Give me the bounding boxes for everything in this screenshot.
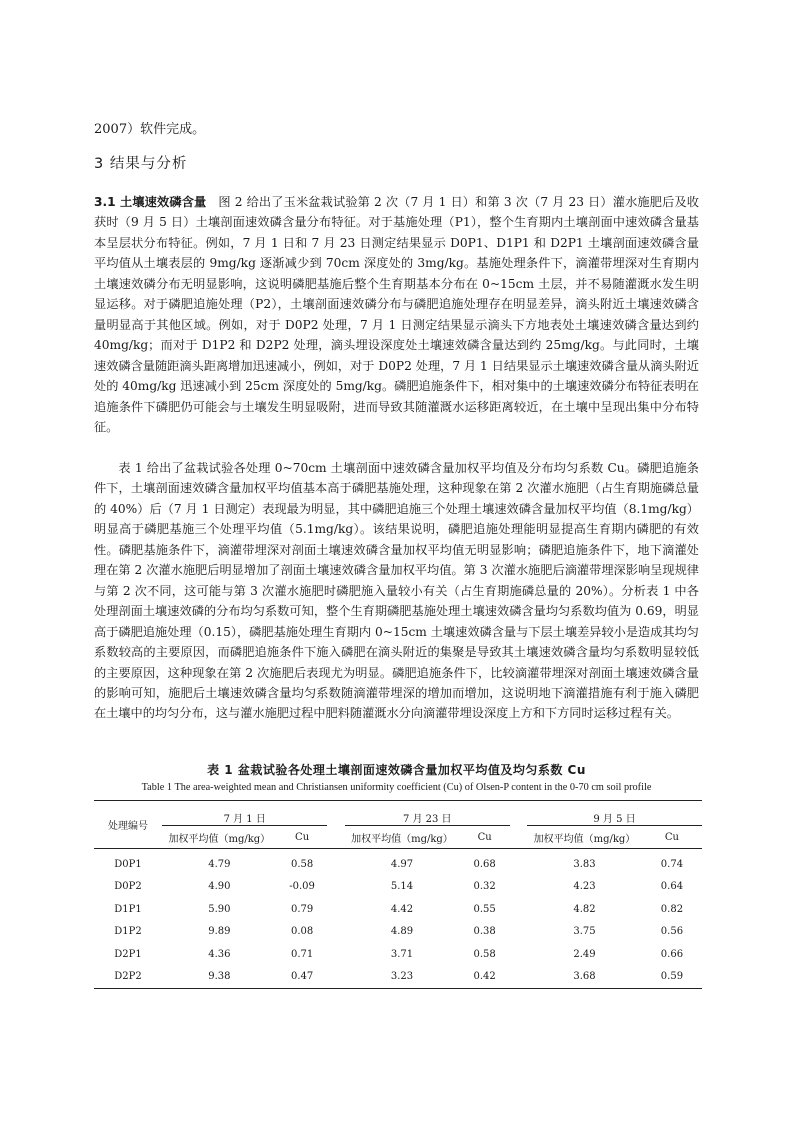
cell-cu: 0.55 [473, 903, 496, 915]
treatment-id: D1P1 [114, 903, 142, 915]
paragraph-1 [94, 192, 699, 437]
subheader-mean: 加权平均值（mg/kg） [527, 826, 642, 849]
cell-mean: 9.38 [162, 966, 277, 989]
cell-cu: 0.66 [660, 948, 684, 960]
cell-mean: 4.23 [573, 881, 596, 893]
cell-mean: 4.97 [390, 858, 414, 870]
subheader-cu: Cu [277, 826, 328, 849]
cell-mean: 4.79 [208, 858, 231, 870]
cell-mean: 4.42 [390, 903, 414, 915]
paragraph-2 [94, 458, 699, 724]
cell-cu: 0.58 [290, 858, 314, 870]
cell-cu: 0.42 [459, 966, 510, 989]
subheader-mean: 加权平均值（mg/kg） [345, 826, 460, 849]
column-header-date-2: 7 月 23 日 [345, 801, 510, 826]
table-row [94, 849, 702, 876]
cell-cu: 0.74 [660, 858, 684, 870]
cell-mean: 3.23 [345, 966, 460, 989]
cell-mean: 4.90 [208, 881, 231, 893]
paragraph-2-text: 表 1 给出了盆栽试验各处理 0~70cm 土壤剖面中速效磷含量加权平均值及分布均匀系数 Cu。磷肥追施条件下，土壤剖面速效磷含量加权平均值基本高于磷肥基施处理，这种现象在第 2 次灌水施肥（占生育期施磷总量的 40%）后（7 月 1 日测定）表现最为明显，其中磷肥追施三个处理土壤速效磷含量加权平均值（8.1mg/kg）明显高于磷肥基施三个处理平均值（5.1mg/kg）。该结果说明，磷肥追施处理能明显提高生育期内磷肥的有效性。磷肥基施条件下，滴灌带埋深对剖面土壤速效磷含量加权平均值无明显影响；磷肥追施条件下，地下滴灌处理在第 2 次灌水施肥后明显增加了剖面土壤速效磷含量加权平均值。第 3 次灌水施肥后滴灌带埋深影响呈现规律与第 2 次不同，这可能与第 3 次灌水施肥时磷肥施入量较小有关（占生育期施磷总量的 20%）。分析表 1 中各处理剖面土壤速效磷的分布均匀系数可知，整个生育期磷肥基施处理土壤速效磷含量均匀系数均值为 0.69，明显高于磷肥追施处理（0.15），磷肥基施处理生育期内 0~15cm 土壤速效磷含量与下层土壤差异较小是造成其均匀系数较高的主要原因，而磷肥追施条件下施入磷肥在滴头附近的集聚是导致其土壤速效磷含量均匀系数明显较低的主要原因，这种现象在第 2 次施肥后表现尤为明显。磷肥追施条件下，比较滴灌带埋深对剖面土壤速效磷含量的影响可知，施肥后土壤速效磷含量均匀系数随滴灌带埋深的增加而增加，这说明地下滴灌措施有利于施入磷肥在土壤中的均匀分布，这与灌水施肥过程中肥料随灌溉水分向滴灌带埋设深度上方和下方同时运移过程有关。 [94, 461, 699, 721]
cell-cu: 0.64 [660, 881, 684, 893]
subheader-cu: Cu [459, 826, 510, 849]
column-header-date-3: 9 月 5 日 [527, 801, 702, 826]
cell-cu: 0.47 [277, 966, 328, 989]
preceding-text-line: 2007）软件完成。 [94, 122, 206, 137]
cell-mean: 9.89 [208, 926, 231, 938]
paragraph-1-text: 图 2 给出了玉米盆栽试验第 2 次（7 月 1 日）和第 3 次（7 月 23 日）灌水施肥后及收获时（9 月 5 日）土壤剖面速效磷含量分布特征。对于基施处理（P1），整个生育期内土壤剖面中速效磷含量基本呈层状分布特征。例如，7 月 1 日和 7 月 23 日测定结果显示 D0P1、D1P1 和 D2P1 土壤剖面速效磷含量平均值从土壤表层的 9mg/kg 逐渐减少到 70cm 深度处的 3mg/kg。基施处理条件下，滴灌带埋深对生育期内土壤速效磷分布无明显影响，这说明磷肥基施后整个生育期基本分布在 0~15cm 土层，并不易随灌溉水发生明显运移。对于磷肥追施处理（P2），土壤剖面速效磷分布与磷肥追施处理存在明显差异，滴头附近土壤速效磷含量明显高于其他区域。例如，对于 D0P2 处理，7 月 1 日测定结果显示滴头下方地表处土壤速效磷含量达到约 40mg/kg；而对于 D1P2 和 D2P2 处理，滴头埋设深度处土壤速效磷含量达到约 25mg/kg。与此同时，土壤速效磷含量随距滴头距离增加迅速减小，例如，对于 D0P2 处理，7 月 1 日结果显示土壤速效磷含量从滴头附近处的 40mg/kg 迅速减小到 25cm 深度处的 5mg/kg。磷肥追施条件下，相对集中的土壤速效磷分布特征表明在追施条件下磷肥仍可能会与土壤发生明显吸附，进而导致其随灌溉水运移距离较近，在土壤中呈现出集中分布特征。 [94, 195, 699, 434]
cell-mean: 5.14 [390, 881, 414, 893]
treatment-id: D2P1 [114, 948, 142, 960]
cell-cu: -0.09 [289, 881, 315, 893]
cell-cu: 0.38 [473, 926, 496, 938]
column-header-treatment: 处理编号 [94, 801, 162, 849]
treatment-id: D0P1 [114, 858, 142, 870]
cell-mean: 4.82 [573, 903, 596, 915]
column-header-date-1: 7 月 1 日 [162, 801, 328, 826]
cell-cu: 0.79 [290, 903, 314, 915]
cell-mean: 5.90 [208, 903, 231, 915]
table-row [94, 943, 702, 966]
cell-cu: 0.82 [660, 903, 684, 915]
table-caption-chinese: 表 1 盆栽试验各处理土壤剖面速效磷含量加权平均值及均匀系数 Cu [207, 763, 586, 777]
cell-cu: 0.71 [290, 948, 314, 960]
table-row [94, 921, 702, 944]
table-caption-english: Table 1 The area-weighted mean and Christiansen uniformity coefficient (Cu) of Olsen-P content in the 0-70 cm soil profile [141, 782, 652, 793]
cell-mean: 4.89 [390, 926, 414, 938]
treatment-id: D2P2 [94, 966, 162, 989]
section-heading: 3 结果与分析 [94, 156, 188, 172]
cell-cu: 0.68 [473, 858, 496, 870]
subheader-mean: 加权平均值（mg/kg） [162, 826, 277, 849]
table-row [94, 876, 702, 899]
treatment-id: D0P2 [114, 881, 142, 893]
treatment-id: D1P2 [114, 926, 142, 938]
cell-mean: 3.75 [573, 926, 596, 938]
cell-mean: 3.68 [527, 966, 642, 989]
cell-cu: 0.32 [473, 881, 496, 893]
cell-mean: 3.83 [573, 858, 596, 870]
cell-cu: 0.56 [660, 926, 684, 938]
table-row [94, 898, 702, 921]
table-row [94, 966, 702, 989]
cell-mean: 2.49 [573, 948, 596, 960]
subheader-cu: Cu [642, 826, 702, 849]
cell-cu: 0.59 [642, 966, 702, 989]
cell-cu: 0.08 [290, 926, 314, 938]
cell-cu: 0.58 [473, 948, 496, 960]
cell-mean: 4.36 [208, 948, 231, 960]
data-table [94, 800, 702, 989]
cell-mean: 3.71 [390, 948, 414, 960]
subsection-heading: 3.1 土壤速效磷含量 [94, 195, 207, 209]
